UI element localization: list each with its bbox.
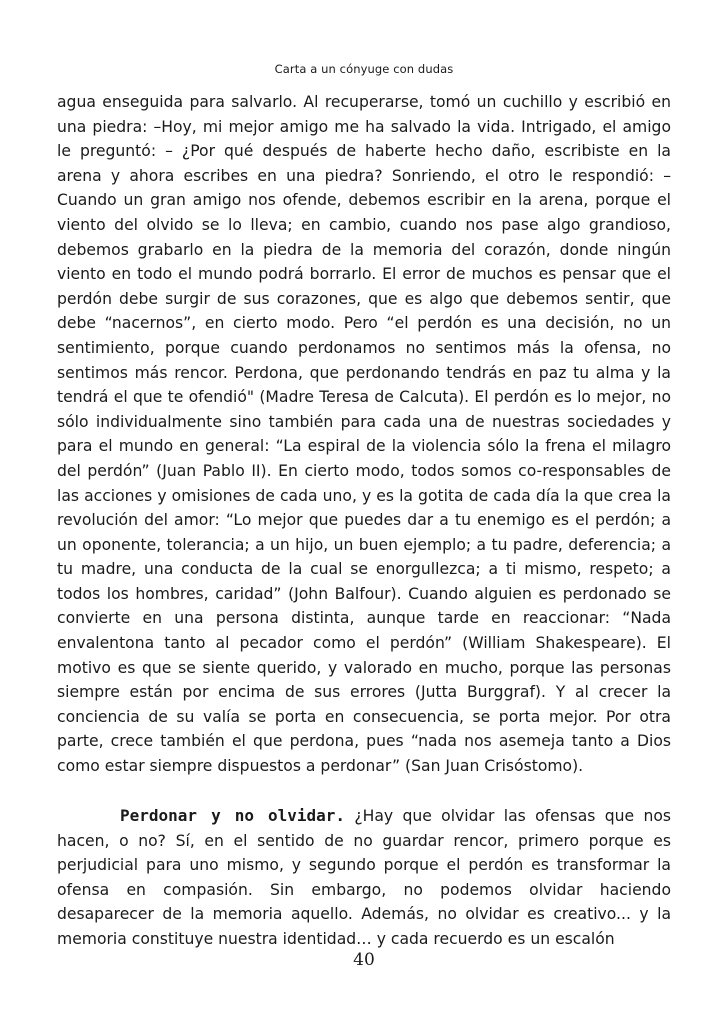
page-number: 40 bbox=[353, 950, 375, 970]
section-paragraph-text: ¿Hay que olvidar las ofensas que nos hacen, o no? Sí, en el sentido de no guardar rencor, primero porque es perjudicial para uno mismo, y segundo porque el perdón es transformar la ofensa en compasión. Sin embargo, no podemos olvidar haciendo desaparecer de la memoria aquello. Además, no olvidar es creativo... y la memoria constituye nuestra identidad… y cada recuerdo es un escalón bbox=[57, 807, 672, 948]
section-paragraph bbox=[57, 804, 671, 952]
body-paragraph: agua enseguida para salvarlo. Al recuperarse, tomó un cuchillo y escribió en una piedra: –Hoy, mi mejor amigo me ha salvado la vida. Intrigado, el amigo le preguntó: – ¿Por qué después de haberte hecho daño, escribiste en la arena y ahora escribes en una piedra? Sonriendo, el otro le respondió: – Cuando un gran amigo nos ofende, debemos escribir en la arena, porque el viento del olvido se lo lleva; en cambio, cuando nos pase algo grandioso, debemos grabarlo en la piedra de la memoria del corazón, donde ningún viento en todo el mundo podrá borrarlo. El error de muchos es pensar que el perdón debe surgir de sus corazones, que es algo que debemos sentir, que debe “nacernos”, en cierto modo. Pero “el perdón es una decisión, no un sentimiento, porque cuando perdonamos no sentimos más la ofensa, no sentimos más rencor. Perdona, que perdonando tendrás en paz tu alma y la tendrá el que te ofendió" (Madre Teresa de Calcuta). El perdón es lo mejor, no sólo individualmente sino también para cada una de nuestras sociedades y para el mundo en general: “La espiral de la violencia sólo la frena el milagro del perdón” (Juan Pablo II). En cierto modo, todos somos co-responsables de las acciones y omisiones de cada uno, y es la gotita de cada día la que crea la revolución del amor: “Lo mejor que puedes dar a tu enemigo es el perdón; a un oponente, tolerancia; a un hijo, un buen ejemplo; a tu padre, deferencia; a tu madre, una conducta de la cual se enorgullezca; a ti mismo, respeto; a todos los hombres, caridad” (John Balfour). Cuando alguien es perdonado se convierte en una persona distinta, aunque tarde en reaccionar: “Nada envalentona tanto al pecador como el perdón” (William Shakespeare). El motivo es que se siente querido, y valorado en mucho, porque las personas siempre están por encima de sus errores (Jutta Burggraf). Y al crecer la conciencia de su valía se porta en consecuencia, se porta mejor. Por otra parte, crece también el que perdona, pues “nada nos asemeja tanto a Dios como estar siempre dispuestos a perdonar” (San Juan Crisóstomo). bbox=[57, 93, 671, 776]
running-header: Carta a un cónyuge con dudas bbox=[274, 62, 454, 76]
section-heading: Perdonar y no olvidar. bbox=[120, 806, 346, 825]
